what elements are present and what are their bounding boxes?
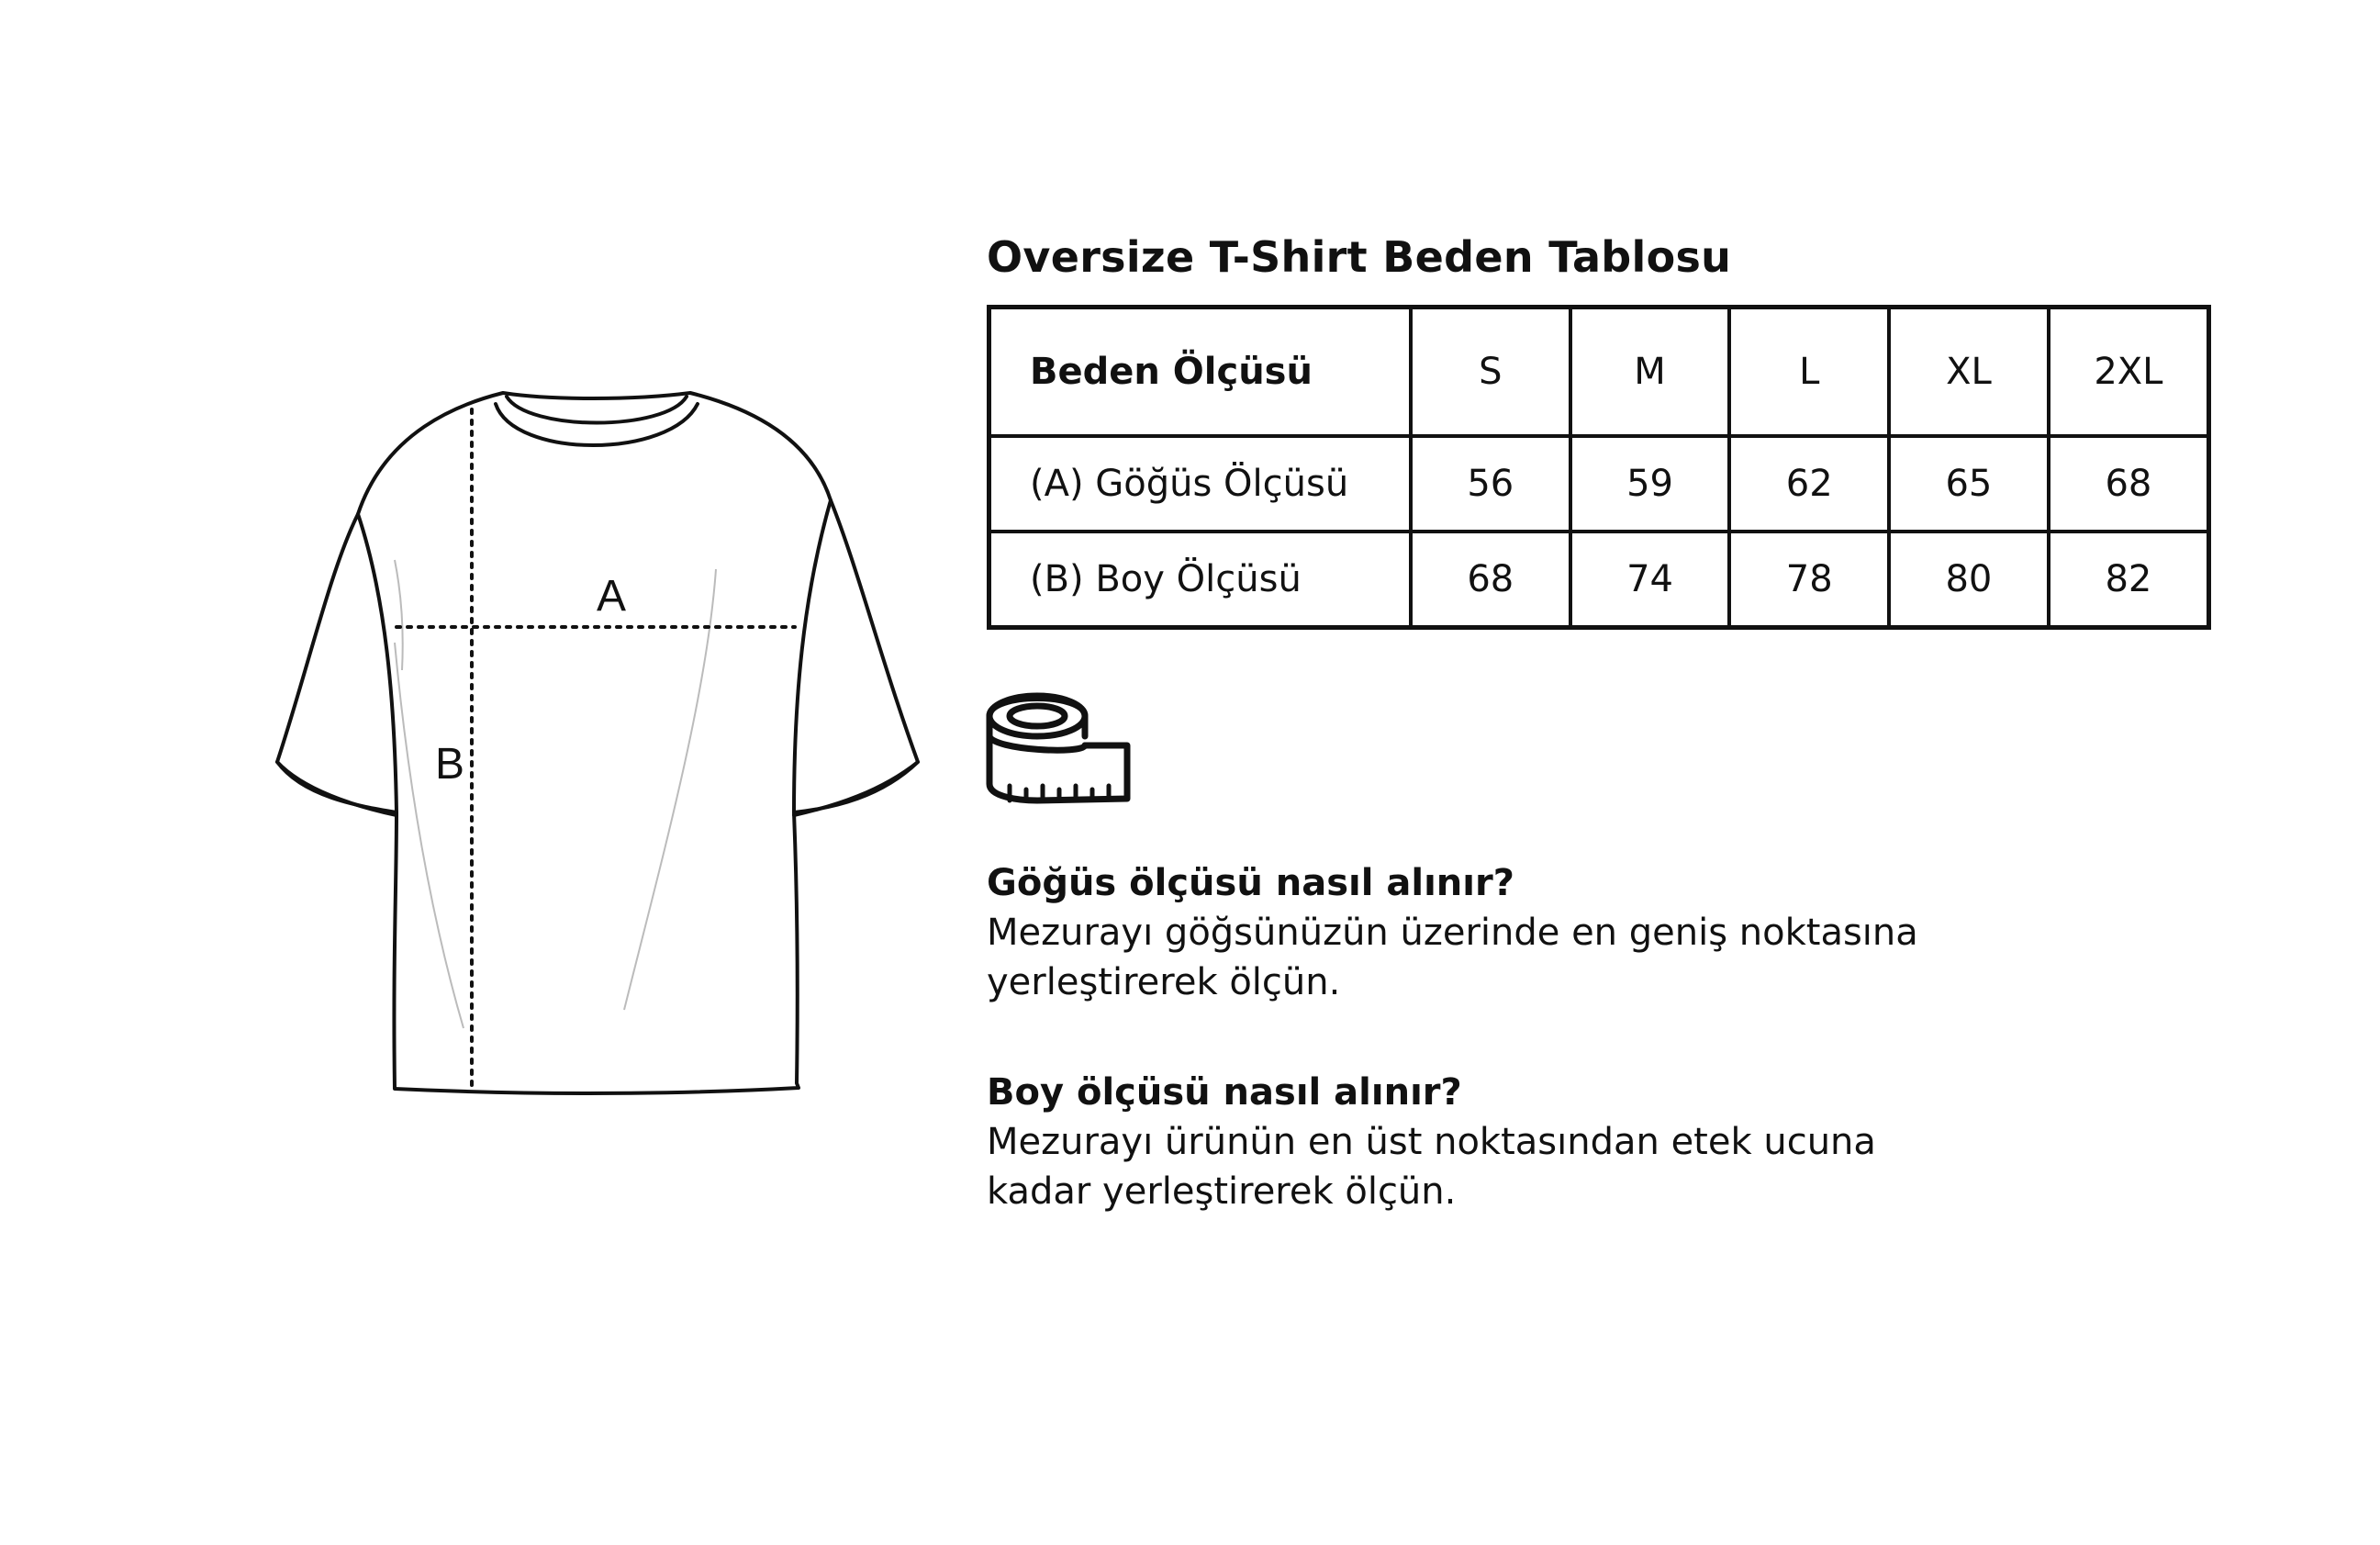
chest-question: Göğüs ölçüsü nasıl alınır?: [987, 862, 1514, 904]
length-value-xl: 80: [1889, 532, 2049, 628]
row-label-chest: (A) Göğüs Ölçüsü: [989, 436, 1411, 532]
header-label: Beden Ölçüsü: [989, 308, 1411, 437]
chest-instructions: [987, 858, 2088, 1007]
row-label-length: (B) Boy Ölçüsü: [989, 532, 1411, 628]
length-value-2xl: 82: [2049, 532, 2209, 628]
table-row-length: [989, 532, 2209, 628]
length-value-m: 74: [1570, 532, 1730, 628]
length-value-s: 68: [1411, 532, 1570, 628]
chest-value-s: 56: [1411, 436, 1570, 532]
tshirt-outline-icon: [257, 376, 945, 1111]
measure-label-b: B: [435, 740, 465, 789]
size-chart-title: Oversize T-Shirt Beden Tablosu: [987, 232, 1732, 282]
chest-value-m: 59: [1570, 436, 1730, 532]
size-xl: XL: [1889, 308, 2049, 437]
size-chart-panel: [987, 230, 2226, 630]
table-row-chest: [989, 436, 2209, 532]
chest-answer-line-2: yerleştirerek ölçün.: [987, 961, 1341, 1003]
length-question: Boy ölçüsü nasıl alınır?: [987, 1071, 1462, 1114]
chest-value-l: 62: [1729, 436, 1889, 532]
size-table-header-row: [989, 308, 2209, 437]
length-value-l: 78: [1729, 532, 1889, 628]
length-answer-line-1: Mezurayı ürünün en üst noktasından etek ucuna: [987, 1121, 1876, 1163]
measuring-tape-icon: [982, 681, 1134, 805]
length-instructions: [987, 1068, 2088, 1216]
length-answer-line-2: kadar yerleştirerek ölçün.: [987, 1170, 1457, 1213]
tshirt-diagram: [257, 376, 945, 1111]
size-table: [987, 305, 2211, 630]
size-s: S: [1411, 308, 1570, 437]
size-2xl: 2XL: [2049, 308, 2209, 437]
chest-value-xl: 65: [1889, 436, 2049, 532]
size-l: L: [1729, 308, 1889, 437]
chest-value-2xl: 68: [2049, 436, 2209, 532]
measure-label-a: A: [597, 572, 627, 621]
size-m: M: [1570, 308, 1730, 437]
chest-answer-line-1: Mezurayı göğsünüzün üzerinde en geniş noktasına: [987, 912, 1918, 954]
